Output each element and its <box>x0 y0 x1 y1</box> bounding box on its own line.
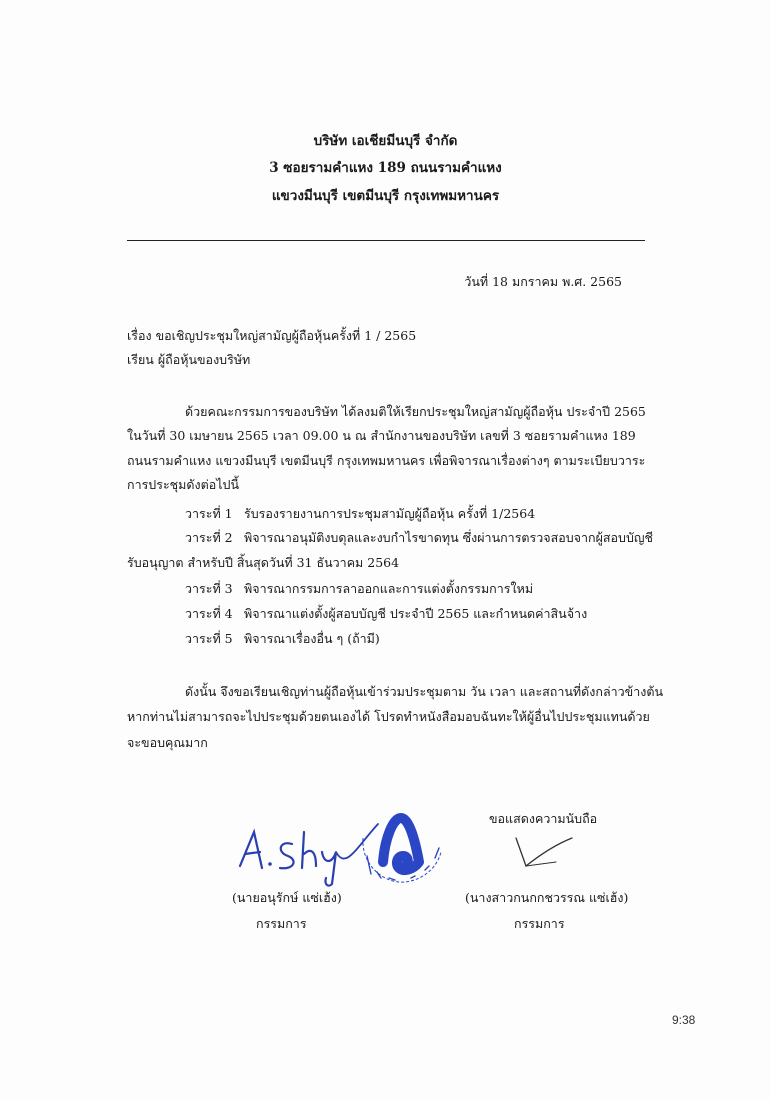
agenda-continuation: รับอนุญาต สำหรับปี สิ้นสุดวันที่ 31 ธันวาคม 2564 <box>127 555 400 570</box>
agenda-text: พิจารณากรรมการลาออกและการแต่งตั้งกรรมการใหม่ <box>244 581 534 596</box>
sign-off: ขอแสดงความนับถือ <box>489 811 598 826</box>
page-number: 9:38 <box>672 1013 696 1027</box>
signature-right <box>512 832 577 872</box>
closing-line: ดังนั้น จึงขอเรียนเชิญท่านผู้ถือหุ้นเข้าร่วมประชุมตาม วัน เวลา และสถานที่ดังกล่าวข้างต้น <box>185 684 663 699</box>
company-address-line-2: แขวงมีนบุรี เขตมีนบุรี กรุงเทพมหานคร <box>271 188 500 204</box>
intro-line: การประชุมดังต่อไปนี้ <box>127 477 239 492</box>
closing-line: จะขอบคุณมาก <box>127 735 208 750</box>
company-name: บริษัท เอเชียมีนบุรี จำกัด <box>313 133 458 149</box>
letter-subject: เรื่อง ขอเชิญประชุมใหญ่สามัญผู้ถือหุ้นครั้งที่ 1 / 2565 <box>127 328 417 343</box>
agenda-label: วาระที่ 4 <box>185 606 233 621</box>
company-address-line-1: 3 ซอยรามคำแหง 189 ถนนรามคำแหง <box>269 160 502 176</box>
signatory-title-left: กรรมการ <box>256 916 307 931</box>
company-stamp <box>355 808 450 888</box>
intro-line: ในวันที่ 30 เมษายน 2565 เวลา 09.00 น ณ สำนักงานของบริษัท เลขที่ 3 ซอยรามคำแหง 189 <box>127 428 636 443</box>
intro-line: ด้วยคณะกรรมการของบริษัท ได้ลงมติให้เรียกประชุมใหญ่สามัญผู้ถือหุ้น ประจำปี 2565 <box>185 404 646 419</box>
agenda-text: พิจารณาแต่งตั้งผู้สอบบัญชี ประจำปี 2565 และกำหนดค่าสินจ้าง <box>244 606 588 621</box>
letter-date: วันที่ 18 มกราคม พ.ศ. 2565 <box>464 274 622 289</box>
agenda-label: วาระที่ 3 <box>185 581 233 596</box>
letter-addressee: เรียน ผู้ถือหุ้นของบริษัท <box>127 352 251 367</box>
agenda-label: วาระที่ 2 <box>185 530 233 545</box>
agenda-text: พิจารณาเรื่องอื่น ๆ (ถ้ามี) <box>244 631 380 646</box>
signatory-name-left: (นายอนุรักษ์ แซ่เฮ้ง) <box>232 890 342 905</box>
agenda-label: วาระที่ 1 <box>185 506 233 521</box>
signatory-name-right: (นางสาวกนกกชวรรณ แซ่เฮ้ง) <box>465 890 629 905</box>
agenda-label: วาระที่ 5 <box>185 631 233 646</box>
agenda-text: รับรองรายงานการประชุมสามัญผู้ถือหุ้น ครั้งที่ 1/2564 <box>244 506 536 521</box>
header-divider <box>127 240 645 241</box>
signatory-title-right: กรรมการ <box>514 916 565 931</box>
closing-line: หากท่านไม่สามารถจะไปประชุมด้วยตนเองได้ โปรดทำหนังสือมอบฉันทะให้ผู้อื่นไปประชุมแทนด้วย <box>127 709 650 724</box>
intro-line: ถนนรามคำแหง แขวงมีนบุรี เขตมีนบุรี กรุงเทพมหานคร เพื่อพิจารณาเรื่องต่างๆ ตามระเบียบวาระ <box>127 453 646 468</box>
agenda-text: พิจารณาอนุมัติงบดุลและงบกำไรขาดทุน ซึ่งผ่านการตรวจสอบจากผู้สอบบัญชี <box>244 530 654 545</box>
